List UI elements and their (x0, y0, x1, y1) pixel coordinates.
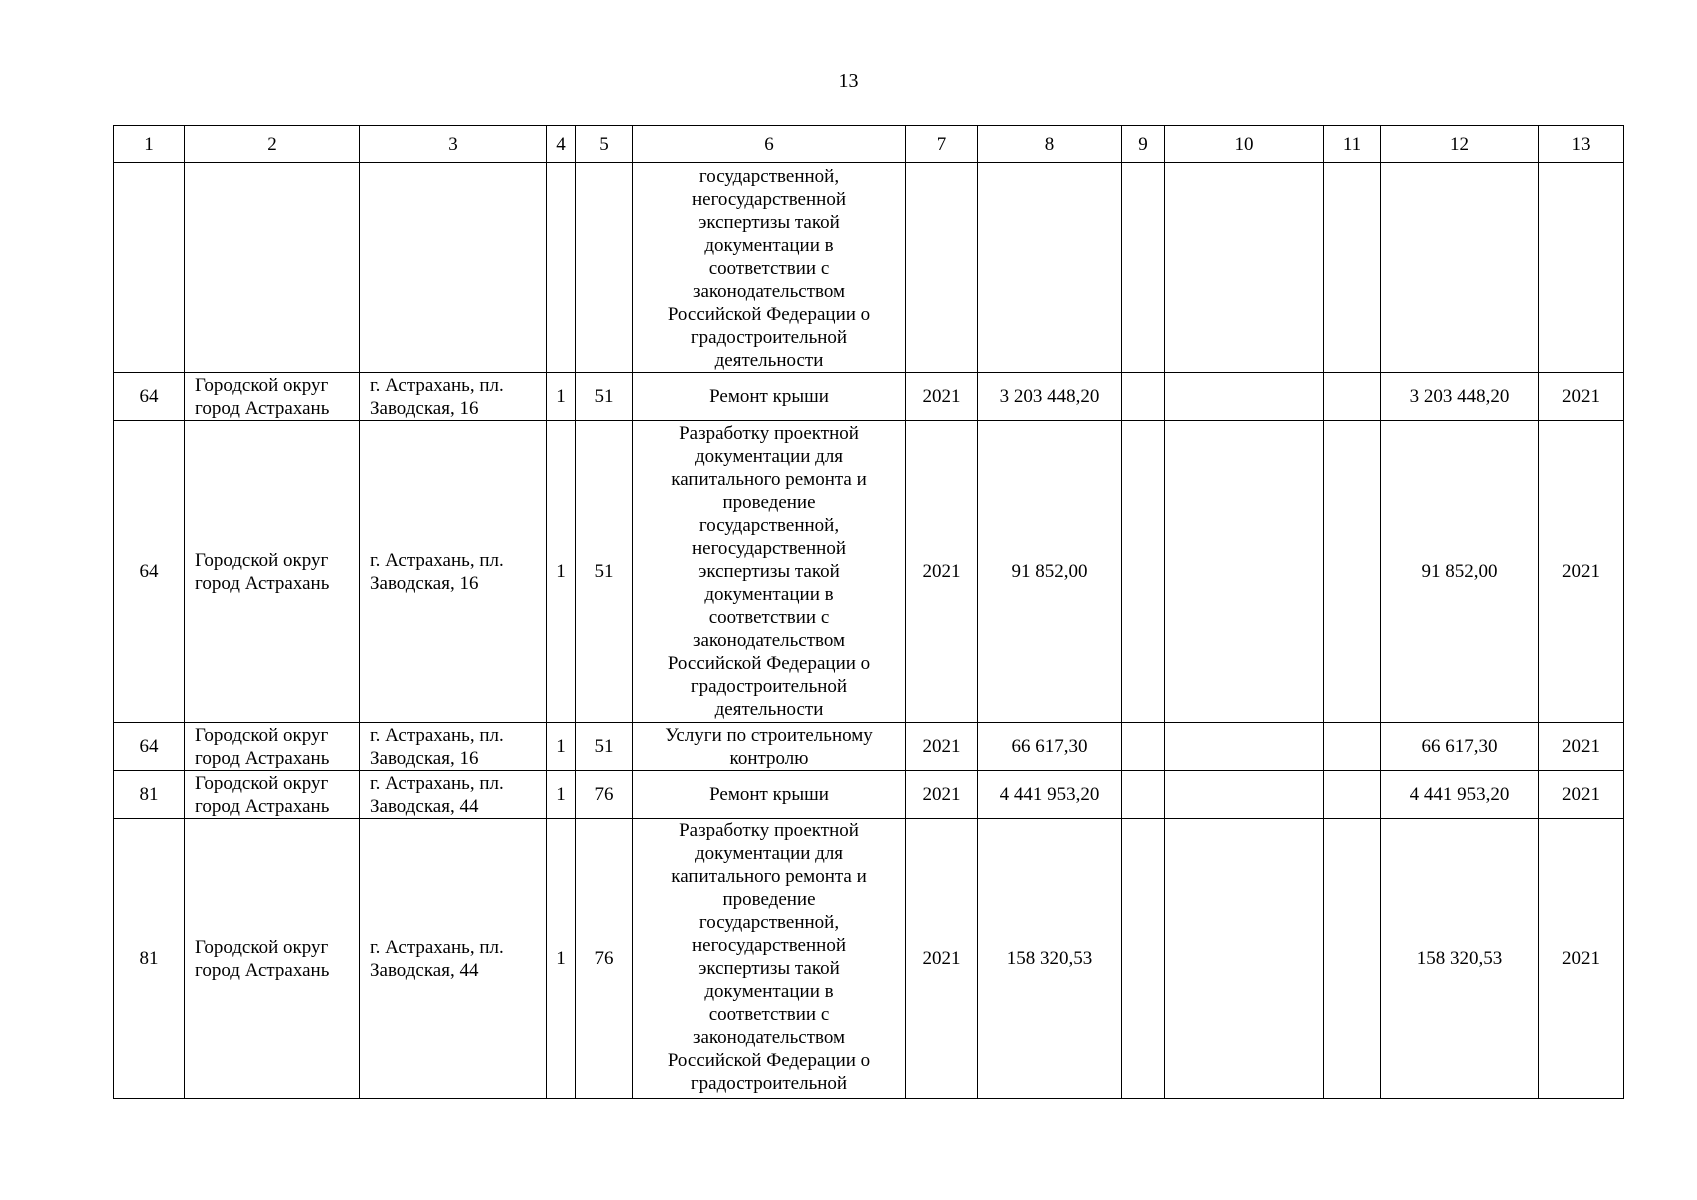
work-description-cell: Разработку проектной документации для капитального ремонта и проведение государственной, негосударственной экспертизы такой документации в соответствии с законодательством Российской Федерации о градостроительной деятельности (633, 421, 906, 723)
column-header: 10 (1165, 126, 1324, 163)
cost-cell: 158 320,53 (978, 819, 1122, 1099)
address-cell: г. Астрахань, пл. Заводская, 16 (360, 421, 547, 723)
completion-year-cell (1539, 163, 1624, 373)
table-row (114, 163, 1624, 373)
col11-cell (1324, 819, 1381, 1099)
col10-cell (1165, 819, 1324, 1099)
col4-cell: 1 (547, 373, 576, 421)
col10-cell (1165, 421, 1324, 723)
column-header: 9 (1122, 126, 1165, 163)
col4-cell: 1 (547, 771, 576, 819)
column-header: 1 (114, 126, 185, 163)
col11-cell (1324, 163, 1381, 373)
address-cell: г. Астрахань, пл. Заводская, 16 (360, 373, 547, 421)
column-header: 4 (547, 126, 576, 163)
col11-cell (1324, 373, 1381, 421)
column-header: 3 (360, 126, 547, 163)
column-header: 5 (576, 126, 633, 163)
address-cell: г. Астрахань, пл. Заводская, 44 (360, 771, 547, 819)
column-header: 2 (185, 126, 360, 163)
year-cell (906, 163, 978, 373)
cost-cell: 4 441 953,20 (978, 771, 1122, 819)
column-header: 13 (1539, 126, 1624, 163)
table-row (114, 723, 1624, 771)
municipality-cell: Городской округ город Астрахань (185, 771, 360, 819)
data-table (113, 125, 1624, 1099)
col5-cell: 51 (576, 723, 633, 771)
total-cell: 3 203 448,20 (1381, 373, 1539, 421)
row-number: 81 (114, 819, 185, 1099)
col10-cell (1165, 373, 1324, 421)
cost-cell (978, 163, 1122, 373)
col10-cell (1165, 163, 1324, 373)
year-cell: 2021 (906, 373, 978, 421)
col9-cell (1122, 373, 1165, 421)
page-number: 13 (838, 70, 859, 92)
table-row (114, 819, 1624, 1099)
cost-cell: 3 203 448,20 (978, 373, 1122, 421)
municipality-cell: Городской округ город Астрахань (185, 421, 360, 723)
col5-cell: 51 (576, 421, 633, 723)
completion-year-cell: 2021 (1539, 373, 1624, 421)
completion-year-cell: 2021 (1539, 723, 1624, 771)
col5-cell: 51 (576, 373, 633, 421)
address-cell: г. Астрахань, пл. Заводская, 44 (360, 819, 547, 1099)
col9-cell (1122, 771, 1165, 819)
total-cell: 66 617,30 (1381, 723, 1539, 771)
cost-cell: 66 617,30 (978, 723, 1122, 771)
year-cell: 2021 (906, 819, 978, 1099)
work-description-cell: государственной, негосударственной экспертизы такой документации в соответствии с законодательством Российской Федерации о градостроительной деятельности (633, 163, 906, 373)
col9-cell (1122, 421, 1165, 723)
table-row (114, 373, 1624, 421)
row-number: 64 (114, 373, 185, 421)
column-header: 12 (1381, 126, 1539, 163)
col4-cell: 1 (547, 421, 576, 723)
header-row (114, 126, 1624, 163)
column-header: 11 (1324, 126, 1381, 163)
col5-cell: 76 (576, 819, 633, 1099)
col11-cell (1324, 723, 1381, 771)
total-cell: 4 441 953,20 (1381, 771, 1539, 819)
col11-cell (1324, 421, 1381, 723)
table-row (114, 421, 1624, 723)
row-number: 64 (114, 421, 185, 723)
col4-cell: 1 (547, 723, 576, 771)
column-header: 7 (906, 126, 978, 163)
work-description-cell: Ремонт крыши (633, 373, 906, 421)
col4-cell (547, 163, 576, 373)
col9-cell (1122, 163, 1165, 373)
municipality-cell: Городской округ город Астрахань (185, 723, 360, 771)
address-cell (360, 163, 547, 373)
col5-cell (576, 163, 633, 373)
municipality-cell: Городской округ город Астрахань (185, 373, 360, 421)
year-cell: 2021 (906, 723, 978, 771)
total-cell: 158 320,53 (1381, 819, 1539, 1099)
col10-cell (1165, 771, 1324, 819)
municipality-cell: Городской округ город Астрахань (185, 819, 360, 1099)
work-description-cell: Услуги по строительному контролю (633, 723, 906, 771)
total-cell (1381, 163, 1539, 373)
work-description-cell: Разработку проектной документации для капитального ремонта и проведение государственной, негосударственной экспертизы такой документации в соответствии с законодательством Российской Федерации о градостроительной (633, 819, 906, 1099)
completion-year-cell: 2021 (1539, 421, 1624, 723)
address-cell: г. Астрахань, пл. Заводская, 16 (360, 723, 547, 771)
year-cell: 2021 (906, 421, 978, 723)
row-number: 64 (114, 723, 185, 771)
total-cell: 91 852,00 (1381, 421, 1539, 723)
col9-cell (1122, 723, 1165, 771)
year-cell: 2021 (906, 771, 978, 819)
col9-cell (1122, 819, 1165, 1099)
col11-cell (1324, 771, 1381, 819)
table-row (114, 771, 1624, 819)
row-number (114, 163, 185, 373)
col5-cell: 76 (576, 771, 633, 819)
column-header: 6 (633, 126, 906, 163)
completion-year-cell: 2021 (1539, 819, 1624, 1099)
row-number: 81 (114, 771, 185, 819)
completion-year-cell: 2021 (1539, 771, 1624, 819)
work-description-cell: Ремонт крыши (633, 771, 906, 819)
municipality-cell (185, 163, 360, 373)
cost-cell: 91 852,00 (978, 421, 1122, 723)
column-header: 8 (978, 126, 1122, 163)
col10-cell (1165, 723, 1324, 771)
col4-cell: 1 (547, 819, 576, 1099)
